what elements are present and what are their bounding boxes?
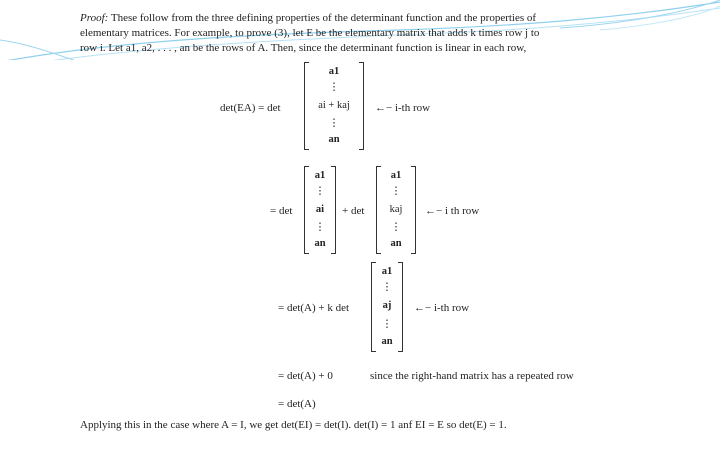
- matrix-entry: a1: [314, 170, 326, 181]
- matrix-entry: ⋮: [381, 319, 393, 330]
- matrix-entry: ⋮: [390, 222, 402, 233]
- eq1-lhs: det(EA) = det: [220, 102, 281, 114]
- eq3-row-note: ←− i-th row: [414, 302, 470, 314]
- eq5-lhs: = det(A): [278, 398, 316, 410]
- matrix-entry: ⋮: [314, 222, 326, 233]
- matrix-entry: kaj: [389, 204, 403, 215]
- intro-line-3: row i. Let a1, a2, . . . , an be the rows of A. Then, since the determinant function is linear in each row,: [80, 42, 527, 54]
- matrix-entry: an: [381, 336, 393, 347]
- matrix-entry: ⋮: [314, 186, 326, 197]
- proof-label: Proof:: [80, 12, 109, 24]
- matrix-entry: ai: [315, 204, 325, 215]
- matrix-entry: ai + kaj: [318, 100, 350, 111]
- eq2-matrix-2: [376, 166, 416, 254]
- closing-sentence: Applying this in the case where A = I, we get det(EI) = det(I). det(I) = 1 anf EI = E so det(E) = 1.: [80, 419, 507, 431]
- matrix-entry: an: [328, 134, 340, 145]
- matrix-entry: ⋮: [390, 186, 402, 197]
- eq3-lhs: = det(A) + k det: [278, 302, 350, 314]
- eq2-matrix-1: [304, 166, 336, 254]
- eq2-plus-det: + det: [342, 205, 365, 217]
- matrix-entry: a1: [381, 266, 393, 277]
- eq4-lhs: = det(A) + 0: [278, 370, 333, 382]
- matrix-entry: a1: [328, 66, 340, 77]
- eq2-lhs: = det: [270, 205, 293, 217]
- eq1-row-note: ←− i-th row: [375, 102, 431, 114]
- eq1-matrix: [304, 62, 364, 150]
- matrix-entry: an: [390, 238, 402, 249]
- matrix-entry: ⋮: [328, 118, 340, 129]
- matrix-entry: ⋮: [381, 282, 393, 293]
- matrix-entry: a1: [390, 170, 402, 181]
- eq2-row-note: ←− i th row: [425, 205, 480, 217]
- intro-line-2: elementary matrices. For example, to prove (3), let E be the elementary matrix that adds k times row j to: [80, 27, 540, 39]
- eq3-matrix: [371, 262, 403, 352]
- matrix-entry: aj: [382, 300, 392, 311]
- eq4-note: since the right-hand matrix has a repeated row: [370, 370, 574, 382]
- matrix-entry: an: [314, 238, 326, 249]
- matrix-entry: ⋮: [328, 82, 340, 93]
- intro-line-1: These follow from the three defining properties of the determinant function and the properties of: [108, 12, 537, 24]
